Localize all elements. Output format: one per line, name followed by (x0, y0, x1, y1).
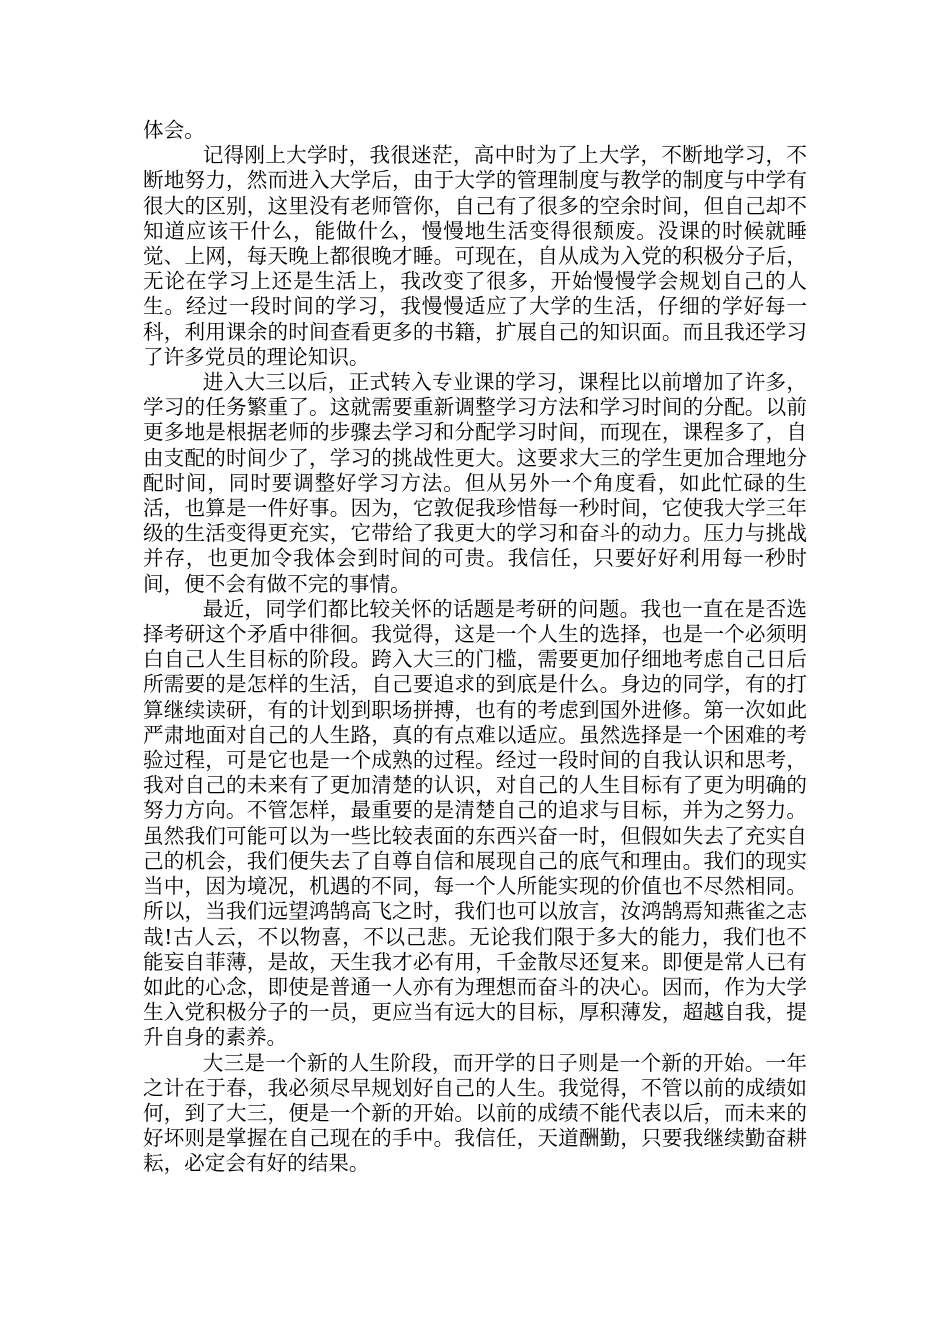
paragraph-continuation: 体会。 (143, 118, 205, 142)
paragraph-new-beginning: 大三是一个新的人生阶段，而开学的日子则是一个新的开始。一年之计在于春，我必须尽早规划好自己的人生。我觉得，不管以前的成绩如何，到了大三，便是一个新的开始。以前的成绩不能代表以后，而未来的好坏则是掌握在自己现在的手中。我信任，天道酬勤，只要我继续勤奋耕耘，必定会有好的结果。 (143, 1050, 807, 1176)
document-body (143, 118, 807, 1177)
paragraph-graduate-choice: 最近，同学们都比较关怀的话题是考研的问题。我也一直在是否选择考研这个矛盾中徘徊。我觉得，这是一个人生的选择，也是一个必须明白自己人生目标的阶段。跨入大三的门槛，需要更加仔细地考虑自己日后所需要的是怎样的生活，自己要追求的到底是什么。身边的同学，有的打算继续读研，有的计划到职场拼搏，也有的考虑到国外进修。第一次如此严肃地面对自己的人生路，真的有点难以适应。虽然选择是一个困难的考验过程，可是它也是一个成熟的过程。经过一段时间的自我认识和思考，我对自己的未来有了更加清楚的认识，对自己的人生目标有了更为明确的努力方向。不管怎样，最重要的是清楚自己的追求与目标，并为之努力。虽然我们可能可以为一些比较表面的东西兴奋一时，但假如失去了充实自己的机会，我们便失去了自尊自信和展现自己的底气和理由。我们的现实当中，因为境况，机遇的不同，每一个人所能实现的价值也不尽然相同。所以，当我们远望鸿鹄高飞之时，我们也可以放言，汝鸿鹄焉知燕雀之志哉!古人云，不以物喜，不以己悲。无论我们限于多大的能力，我们也不能妄自菲薄，是故，天生我才必有用，千金散尽还复来。即便是常人已有如此的心念，即使是普通一人亦有为理想而奋斗的决心。因而，作为大学生入党积极分子的一员，更应当有远大的目标，厚积薄发，超越自我，提升自身的素养。 (143, 596, 807, 1050)
paragraph-junior-year: 进入大三以后，正式转入专业课的学习，课程比以前增加了许多，学习的任务繁重了。这就需要重新调整学习方法和学习时间的分配。以前更多地是根据老师的步骤去学习和分配学习时间，而现在，课程多了，自由支配的时间少了，学习的挑战性更大。这要求大三的学生更加合理地分配时间，同时要调整好学习方法。但从另外一个角度看，如此忙碌的生活，也算是一件好事。因为，它敦促我珍惜每一秒时间，它使我大学三年级的生活变得更充实，它带给了我更大的学习和奋斗的动力。压力与挑战并存，也更加令我体会到时间的可贵。我信任，只要好好利用每一秒时间，便不会有做不完的事情。 (143, 370, 807, 596)
paragraph-college-start: 记得刚上大学时，我很迷茫，高中时为了上大学，不断地学习，不断地努力，然而进入大学后，由于大学的管理制度与教学的制度与中学有很大的区别，这里没有老师管你，自己有了很多的空余时间，但自己却不知道应该干什么，能做什么，慢慢地生活变得很颓废。没课的时候就睡觉、上网，每天晚上都很晚才睡。可现在，自从成为入党的积极分子后，无论在学习上还是生活上，我改变了很多，开始慢慢学会规划自己的人生。经过一段时间的学习，我慢慢适应了大学的生活，仔细的学好每一科，利用课余的时间查看更多的书籍，扩展自己的知识面。而且我还学习了许多党员的理论知识。 (143, 143, 807, 369)
